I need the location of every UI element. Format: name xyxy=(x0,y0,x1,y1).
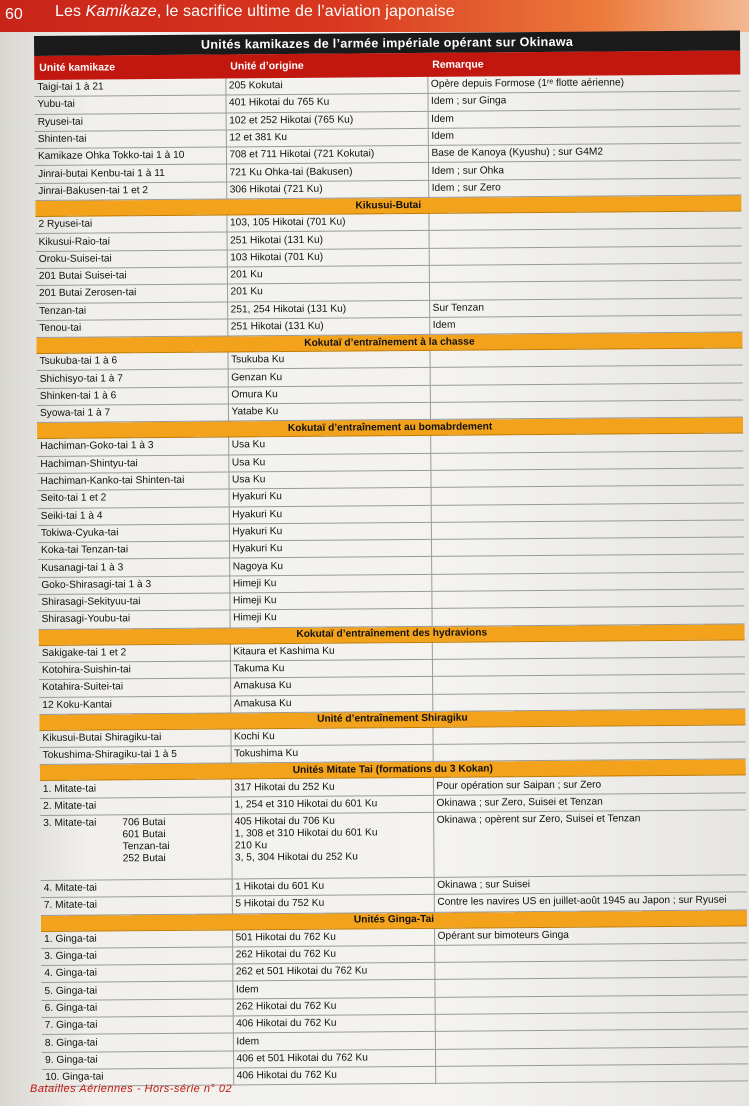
unit-cell: Shinken-tai 1 à 6 xyxy=(37,387,228,406)
origin-cell: 251 Hikotai (131 Ku) xyxy=(227,231,429,250)
unit-cell: Kikusui-Raio-tai xyxy=(36,232,227,251)
origin-cell: 1, 254 et 310 Hikotai du 601 Ku xyxy=(231,795,433,814)
unit-cell: 8. Ginga-tai xyxy=(42,1033,233,1052)
origin-cell: Himeji Ku xyxy=(229,574,431,593)
unit-cell: Jinrai-butai Kenbu-tai 1 à 11 xyxy=(35,164,226,183)
origin-cell: 262 Hikotai du 762 Ku xyxy=(232,945,434,964)
origin-cell: 201 Ku xyxy=(227,283,429,302)
origin-cell: 721 Ku Ohka-tai (Bakusen) xyxy=(226,163,428,182)
origin-cell: Hyakuri Ku xyxy=(229,522,431,541)
origin-cell: 205 Kokutai xyxy=(225,77,427,95)
unit-cell: Hachiman-Kanko-tai Shinten-tai xyxy=(37,472,228,491)
unit-cell: 10. Ginga-tai xyxy=(42,1068,233,1087)
origin-cell: 201 Ku xyxy=(227,265,429,284)
origin-cell: Amakusa Ku xyxy=(230,694,432,713)
origin-cell: Himeji Ku xyxy=(229,591,431,610)
origin-cell: 406 Hikotai du 762 Ku xyxy=(233,1066,435,1085)
sub-unit: 252 Butai xyxy=(122,852,166,865)
unit-cell: Kamikaze Ohka Tokko-tai 1 à 10 xyxy=(35,147,226,166)
unit-cell: 1. Mitate-tai xyxy=(40,779,231,798)
kamikaze-units-table xyxy=(34,30,748,1087)
unit-cell: Shinten-tai xyxy=(35,130,226,149)
origin-cell: 12 et 381 Ku xyxy=(226,128,428,147)
origin-cell: 1 Hikotai du 601 Ku xyxy=(232,877,434,896)
table-title: Unités kamikazes de l’armée impériale opérant sur Okinawa xyxy=(34,30,740,56)
unit-cell: 12 Koku-Kantai xyxy=(39,695,230,714)
origin-cell: 401 Hikotai du 765 Ku xyxy=(225,94,427,113)
origin-cell: 103, 105 Hikotai (701 Ku) xyxy=(226,213,428,232)
unit-cell: Ryusei-tai xyxy=(35,113,226,132)
unit-cell: Koka-tai Tenzan-tai xyxy=(38,541,229,560)
origin-cell: 251 Hikotai (131 Ku) xyxy=(227,317,429,336)
remark-cell: Idem ; sur Ginga xyxy=(427,91,740,111)
unit-cell: 7. Mitate-tai xyxy=(41,896,232,915)
unit-cell: Hachiman-Shintyu-tai xyxy=(37,455,228,474)
column-header-unit: Unité kamikaze xyxy=(39,61,116,74)
sub-unit: Tenzan-tai xyxy=(122,840,170,853)
unit-cell: Seiki-tai 1 à 4 xyxy=(38,507,229,526)
unit-cell: 7. Ginga-tai xyxy=(42,1016,233,1035)
table-row-mitate-3 xyxy=(40,810,746,881)
origin-cell: 406 et 501 Hikotai du 762 Ku xyxy=(233,1049,435,1068)
origin-cell: 262 Hikotai du 762 Ku xyxy=(233,997,435,1016)
page-footer: Batailles Aériennes - Hors-série n° 02 xyxy=(30,1083,233,1095)
remark-cell: Okinawa ; sur Zero, Suisei et Tenzan xyxy=(433,793,746,813)
origin-cell: Amakusa Ku xyxy=(230,677,432,696)
origin-cell: Hyakuri Ku xyxy=(229,488,431,507)
origin-cell: Idem xyxy=(233,1032,435,1051)
column-header-origin: Unité d’origine xyxy=(230,59,304,73)
unit-cell: Tokiwa-Cyuka-tai xyxy=(38,524,229,543)
remark-cell: Idem xyxy=(429,315,742,335)
remark-cell: Idem xyxy=(428,126,741,146)
origin-line: 3, 5, 304 Hikotai du 252 Ku xyxy=(234,851,358,864)
remark-cell: Idem ; sur Ohka xyxy=(428,160,741,180)
page-title: Les Kamikaze, le sacrifice ultime de l’aviation japonaise xyxy=(55,3,455,20)
origin-cell: 103 Hikotai (701 Ku) xyxy=(227,248,429,267)
unit-cell: Jinrai-Bakusen-tai 1 et 2 xyxy=(35,182,226,201)
unit-cell: 9. Ginga-tai xyxy=(42,1051,233,1070)
unit-cell: Tsukuba-tai 1 à 6 xyxy=(36,352,227,371)
unit-cell: 5. Ginga-tai xyxy=(41,981,232,1000)
section-title: Kokutaï d’entraînement à la chasse xyxy=(36,332,742,354)
origin-cell: Usa Ku xyxy=(228,436,430,455)
unit-cell: Shichisyo-tai 1 à 7 xyxy=(37,369,228,388)
origin-cell: Genzan Ku xyxy=(228,368,430,387)
section-title: Unités Mitate Tai (formations du 3 Kokan) xyxy=(40,759,746,781)
origin-cell: Himeji Ku xyxy=(230,609,432,628)
unit-cell: 2 Ryusei-tai xyxy=(35,215,226,234)
section-title: Unités Ginga-Tai xyxy=(41,910,747,932)
origin-cell: Kochi Ku xyxy=(230,727,432,746)
remark-cell: Idem xyxy=(428,109,741,129)
unit-cell: 2. Mitate-tai xyxy=(40,797,231,816)
unit-cell: Hachiman-Goko-tai 1 à 3 xyxy=(37,437,228,456)
origin-cell: 708 et 711 Hikotai (721 Kokutai) xyxy=(226,146,428,165)
unit-cell: Yubu-tai xyxy=(34,95,225,114)
origin-line: 1, 308 et 310 Hikotai du 601 Ku xyxy=(234,827,378,840)
origin-cell: Yatabe Ku xyxy=(228,402,430,421)
unit-cell: 4. Ginga-tai xyxy=(41,964,232,983)
unit-cell: 201 Butai Zerosen-tai xyxy=(36,284,227,303)
origin-cell: 262 et 501 Hikotai du 762 Ku xyxy=(232,963,434,982)
unit-cell: 3. Ginga-tai xyxy=(41,947,232,966)
origin-cell: Takuma Ku xyxy=(230,659,432,678)
origin-cell: Omura Ku xyxy=(228,385,430,404)
unit-cell: Kikusui-Butai Shiragiku-tai xyxy=(39,729,230,748)
origin-cell xyxy=(231,812,434,879)
remark-cell: Pour opération sur Saipan ; sur Zero xyxy=(433,775,746,795)
remark-cell: Opérant sur bimoteurs Ginga xyxy=(434,926,747,946)
unit-cell: Taigi-tai 1 à 21 xyxy=(34,78,225,96)
unit-cell xyxy=(40,814,232,880)
origin-line: 405 Hikotai du 706 Ku xyxy=(234,815,335,828)
unit-cell: Tenou-tai xyxy=(36,319,227,338)
origin-cell: 251, 254 Hikotai (131 Ku) xyxy=(227,300,429,319)
origin-cell: 102 et 252 Hikotai (765 Ku) xyxy=(226,111,428,130)
sub-units xyxy=(122,817,168,865)
origin-cell: 317 Hikotai du 252 Ku xyxy=(231,778,433,797)
unit-cell: Shirasagi-Sekityuu-tai xyxy=(38,593,229,612)
unit-cell: 201 Butai Suisei-tai xyxy=(36,267,227,286)
unit-cell: 6. Ginga-tai xyxy=(42,999,233,1018)
unit-cell: Sakigake-tai 1 et 2 xyxy=(39,644,230,663)
remark-cell: Idem ; sur Zero xyxy=(428,178,741,198)
unit-cell: Syowa-tai 1 à 7 xyxy=(37,404,228,423)
origin-cell: Tokushima Ku xyxy=(231,744,433,763)
column-header-remark: Remarque xyxy=(432,58,484,71)
origin-cell: Usa Ku xyxy=(228,470,430,489)
unit-cell: Goko-Shirasagi-tai 1 à 3 xyxy=(38,576,229,595)
unit-cell: Seito-tai 1 et 2 xyxy=(38,489,229,508)
sub-unit: 601 Butai xyxy=(122,828,166,841)
remark-cell: Sur Tenzan xyxy=(429,298,742,318)
origin-cell: Hyakuri Ku xyxy=(229,540,431,559)
units-table-body xyxy=(34,74,748,1087)
remark-cell: Okinawa ; sur Suisei xyxy=(434,875,747,895)
unit-cell: Kotahira-Suitei-tai xyxy=(39,678,230,697)
section-title: Unité d’entraînement Shiragiku xyxy=(39,709,745,731)
section-title: Kokutaï d’entraînement au bomabrdement xyxy=(37,417,743,439)
origin-cell: 306 Hikotai (721 Ku) xyxy=(226,180,428,199)
origin-cell: Kitaura et Kashima Ku xyxy=(230,642,432,661)
unit-cell: Shirasagi-Youbu-tai xyxy=(39,610,230,629)
origin-cell: 406 Hikotai du 762 Ku xyxy=(233,1014,435,1033)
section-title: Kokutaï d’entraînement des hydravions xyxy=(39,624,745,646)
origin-cell: 5 Hikotai du 752 Ku xyxy=(232,895,434,914)
unit-cell: Tokushima-Shiragiku-tai 1 à 5 xyxy=(40,746,231,765)
origin-cell: Hyakuri Ku xyxy=(229,505,431,524)
remark-cell xyxy=(435,1064,748,1084)
remark-cell: Okinawa ; opèrent sur Zero, Suisei et Tenzan xyxy=(433,810,747,877)
origin-cell: Nagoya Ku xyxy=(229,557,431,576)
unit-cell: Kotohira-Suishin-tai xyxy=(39,661,230,680)
unit-cell: Oroku-Suisei-tai xyxy=(36,250,227,269)
unit-name: 3. Mitate-tai xyxy=(43,817,97,829)
sub-unit: 706 Butai xyxy=(122,816,166,829)
origin-cell: Idem xyxy=(232,980,434,999)
page-header xyxy=(0,0,749,32)
remark-cell: Contre les navires US en juillet-août 1945 au Japon ; sur Ryusei xyxy=(434,892,747,912)
page-number: 60 xyxy=(5,6,23,23)
origin-line: 210 Ku xyxy=(234,840,268,852)
origin-cell: Usa Ku xyxy=(228,453,430,472)
unit-cell: 4. Mitate-tai xyxy=(41,879,232,898)
origin-cell: 501 Hikotai du 762 Ku xyxy=(232,928,434,947)
section-title: Kikusui-Butai xyxy=(35,195,741,217)
unit-cell: Tenzan-tai xyxy=(36,302,227,321)
unit-cell: Kusanagi-tai 1 à 3 xyxy=(38,558,229,577)
unit-cell: 1. Ginga-tai xyxy=(41,930,232,949)
remark-cell: Base de Kanoya (Kyushu) ; sur G4M2 xyxy=(428,143,741,163)
origin-cell: Tsukuba Ku xyxy=(227,351,429,370)
remark-cell: Opère depuis Formose (1ʳᵉ flotte aérienne) xyxy=(427,74,740,93)
